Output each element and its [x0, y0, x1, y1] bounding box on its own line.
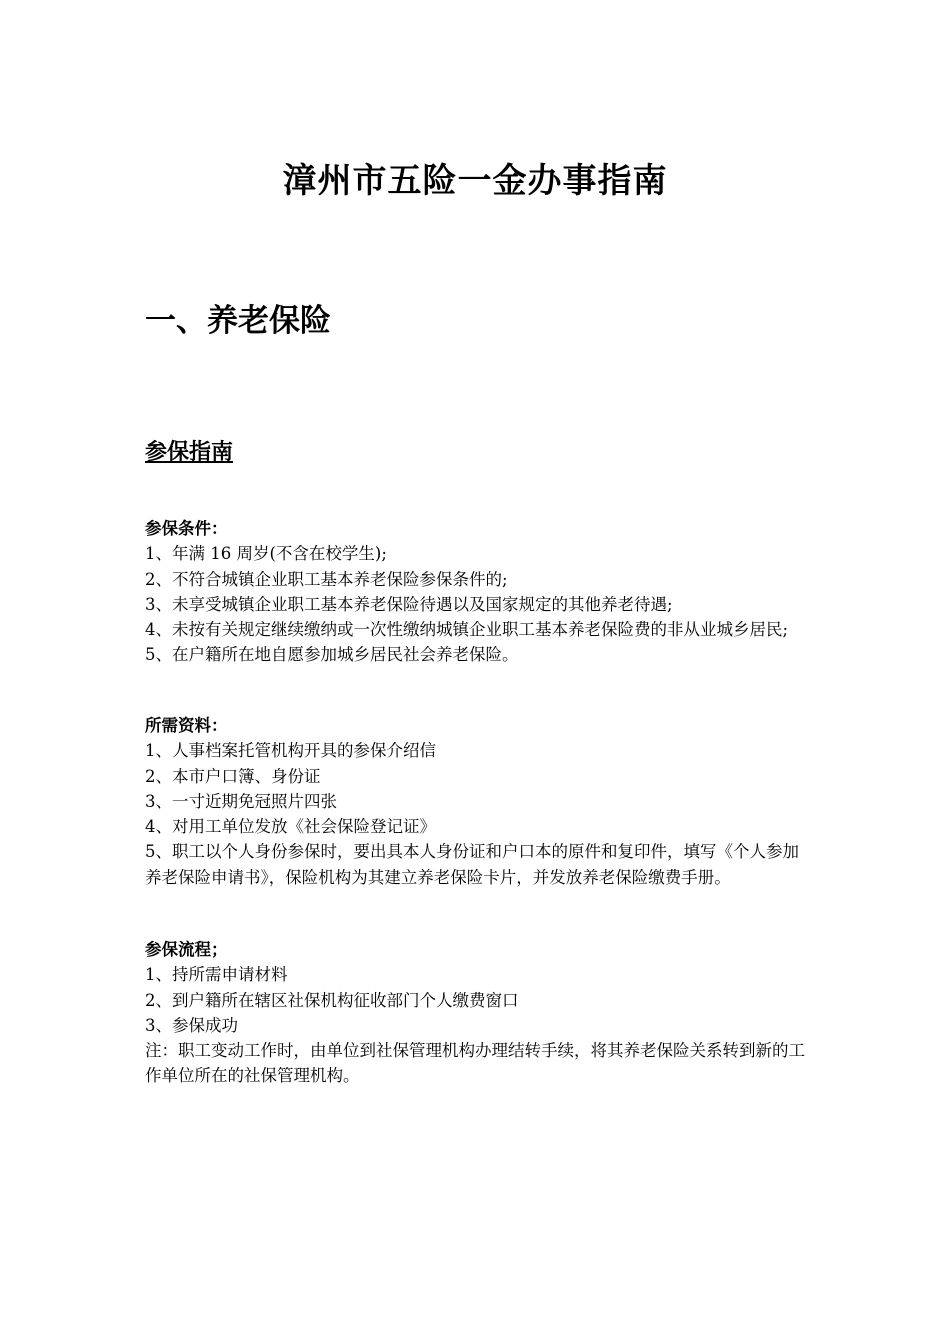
list-item: 1、持所需申请材料 [145, 965, 288, 985]
list-item: 2、不符合城镇企业职工基本养老保险参保条件的; [145, 569, 508, 589]
list-item: 3、参保成功 [145, 1015, 238, 1035]
process-label: 参保流程； [145, 940, 228, 959]
document-title: 漳州市五险一金办事指南 [282, 161, 668, 201]
list-item: 3、未享受城镇企业职工基本养老保险待遇以及国家规定的其他养老待遇; [145, 594, 673, 614]
list-item: 1、年满 16 周岁(不含在校学生); [145, 544, 387, 564]
list-item: 5、职工以个人身份参保时，要出具本人身份证和户口本的原件和复印件，填写《个人参加养老保险申请书》，保险机构为其建立养老保险卡片，并发放养老保险缴费手册。 [145, 842, 799, 887]
section-heading: 一、养老保险 [145, 303, 331, 339]
materials-block [145, 713, 810, 890]
list-item: 5、在户籍所在地自愿参加城乡居民社会养老保险。 [145, 645, 519, 665]
conditions-label: 参保条件： [145, 519, 228, 538]
list-item: 4、未按有关规定继续缴纳或一次性缴纳城镇企业职工基本养老保险费的非从业城乡居民; [145, 620, 789, 640]
process-note: 注：职工变动工作时，由单位到社保管理机构办理结转手续，将其养老保险关系转到新的工作单位所在的社保管理机构。 [145, 1041, 805, 1086]
subsection-heading: 参保指南 [145, 439, 234, 465]
conditions-block [145, 516, 810, 668]
list-item: 3、一寸近期免冠照片四张 [145, 791, 337, 811]
process-block [145, 937, 810, 1089]
list-item: 1、人事档案托管机构开具的参保介绍信 [145, 741, 436, 761]
list-item: 2、到户籍所在辖区社保机构征收部门个人缴费窗口 [145, 990, 519, 1010]
materials-label: 所需资料： [145, 716, 228, 735]
list-item: 2、本市户口簿、身份证 [145, 766, 321, 786]
list-item: 4、对用工单位发放《社会保险登记证》 [145, 817, 436, 837]
